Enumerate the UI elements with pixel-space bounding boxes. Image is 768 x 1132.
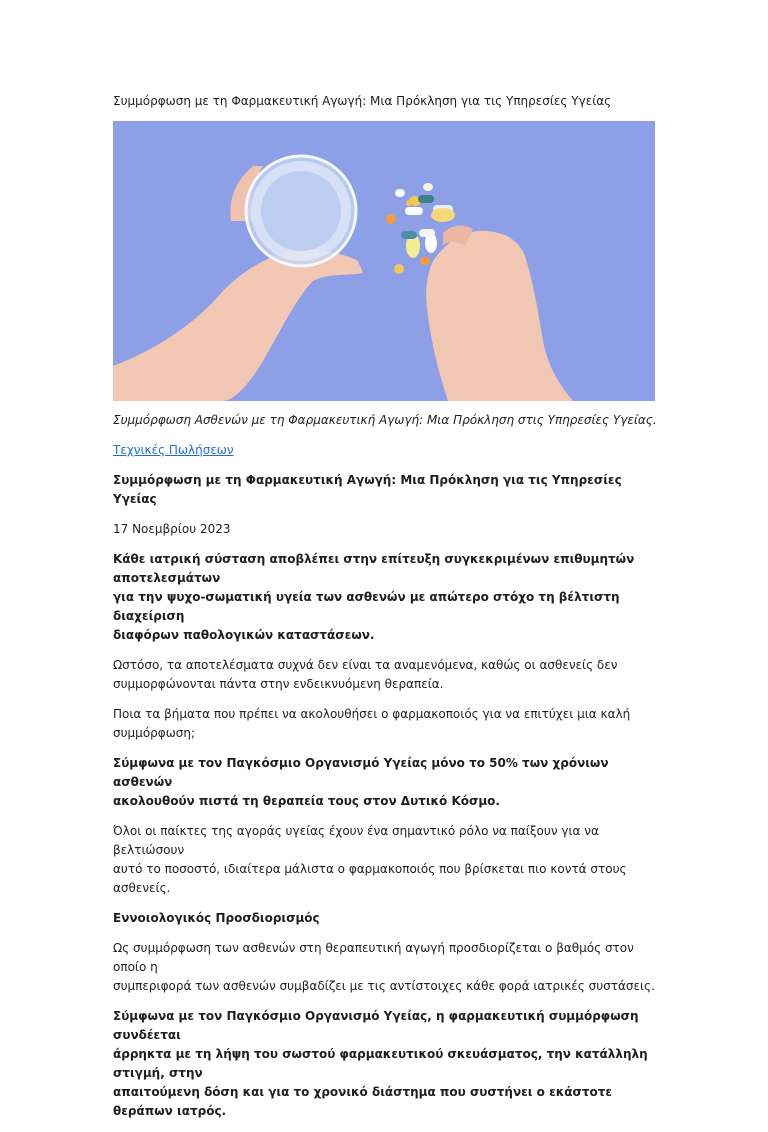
paragraph-1 [113, 656, 658, 694]
intro-line: για την ψυχο-σωματική υγεία των ασθενών με απώτερο στόχο τη βέλτιστη διαχείριση [113, 590, 620, 623]
paragraph-line: Σύμφωνα με τον Παγκόσμιο Οργανισμό Υγείας, η φαρμακευτική συμμόρφωση συνδέεται [113, 1009, 639, 1042]
paragraph-line: συμμορφώνονται πάντα στην ενδεικνυόμενη θεραπεία. [113, 677, 444, 691]
definition-paragraph [113, 1007, 658, 1121]
paragraph-line: Ποια τα βήματα που πρέπει να ακολουθήσει ο φαρμακοποιός για να επιτύχει μια καλή [113, 707, 631, 721]
image-caption: Συμμόρφωση Ασθενών με τη Φαρμακευτική Αγωγή: Μια Πρόκληση στις Υπηρεσίες Υγείας. [113, 413, 657, 427]
paragraph-line: συμπεριφορά των ασθενών συμβαδίζει με τις αντίστοιχες κάθε φορά ιατρικές συστάσεις. [113, 979, 655, 993]
section-heading: Εννοιολογικός Προσδιορισμός [113, 911, 320, 925]
article-date: 17 Νοεμβρίου 2023 [113, 522, 231, 536]
who-statistic-paragraph [113, 754, 658, 811]
paragraph-line: Ωστόσο, τα αποτελέσματα συχνά δεν είναι τα αναμενόμενα, καθώς οι ασθενείς δεν [113, 658, 618, 672]
paragraph-2 [113, 705, 658, 743]
paragraph-3 [113, 822, 658, 898]
paragraph-line: απαιτούμενη δόση και για το χρονικό διάστημα που συστήνει ο εκάστοτε θεράπων ιατρός. [113, 1085, 613, 1118]
paragraph-line: άρρηκτα με τη λήψη του σωστού φαρμακευτικού σκευάσματος, την κατάλληλη στιγμή, στην [113, 1047, 648, 1080]
top-title: Συμμόρφωση με τη Φαρμακευτική Αγωγή: Μια Πρόκληση για τις Υπηρεσίες Υγείας [113, 94, 612, 108]
hero-image-pills-and-water [113, 121, 655, 401]
paragraph-line: Σύμφωνα με τον Παγκόσμιο Οργανισμό Υγείας μόνο το 50% των χρόνιων ασθενών [113, 756, 609, 789]
category-link[interactable]: Τεχνικές Πωλήσεων [113, 443, 234, 457]
intro-line: Κάθε ιατρική σύσταση αποβλέπει στην επίτευξη συγκεκριμένων επιθυμητών αποτελεσμάτων [113, 552, 635, 585]
paragraph-line: Ως συμμόρφωση των ασθενών στη θεραπευτική αγωγή προσδιορίζεται ο βαθμός στον οποίο η [113, 941, 634, 974]
paragraph-line: συμμόρφωση; [113, 726, 195, 740]
article-heading: Συμμόρφωση με τη Φαρμακευτική Αγωγή: Μια Πρόκληση για τις Υπηρεσίες Υγείας [113, 473, 622, 506]
paragraph-line: Όλοι οι παίκτες της αγοράς υγείας έχουν ένα σημαντικό ρόλο να παίξουν για να βελτιώσουν [113, 824, 599, 857]
paragraph-line: ακολουθούν πιστά τη θεραπεία τους στον Δυτικό Κόσμο. [113, 794, 500, 808]
document-content [113, 92, 658, 1132]
intro-paragraph [113, 550, 658, 645]
intro-line: διαφόρων παθολογικών καταστάσεων. [113, 628, 375, 642]
paragraph-line: αυτό το ποσοστό, ιδιαίτερα μάλιστα ο φαρμακοποιός που βρίσκεται πιο κοντά στους ασθενείς. [113, 862, 627, 895]
paragraph-4 [113, 939, 658, 996]
